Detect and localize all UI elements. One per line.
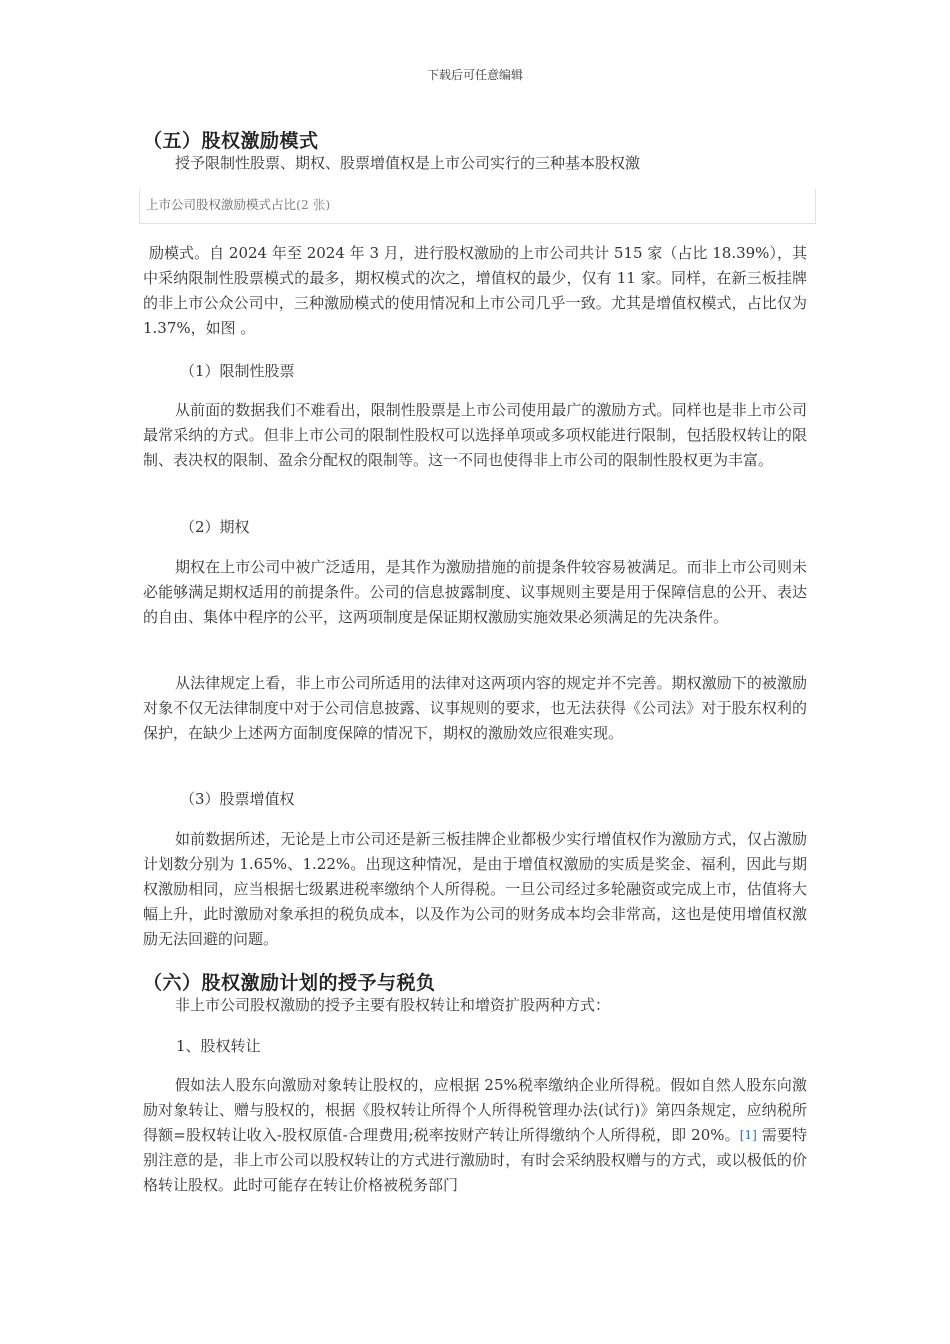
section-intro: 授予限制性股票、期权、股票增值权是上市公司实行的三种基本股权激 <box>175 154 641 172</box>
section-heading: （五）股权激励模式 <box>143 130 319 152</box>
footnote-link[interactable]: [1] <box>739 1128 757 1142</box>
figure-caption <box>146 195 330 213</box>
paragraph: 从法律规定上看，非上市公司所适用的法律对这两项内容的规定并不完善。期权激励下的被激励对象不仅无法律制度中对于公司信息披露、议事规则的要求，也无法获得《公司法》对于股东权利的保护，在缺少上述两方面制度保障的情况下，期权的激励效应很难实现。 <box>143 674 807 742</box>
subheading: （3）股票增值权 <box>180 790 295 808</box>
subheading: （2）期权 <box>180 518 250 536</box>
paragraph-text: 需要特别注意的是，非上市公司以股权转让的方式进行激励时，有时会采纳股权赠与的方式，或以极低的价格转让股权。此时可能存在转让价格被税务部门 <box>143 1126 807 1194</box>
paragraph: 如前数据所述，无论是上市公司还是新三板挂牌企业都极少实行增值权作为激励方式，仅占激励计划数分别为 1.65%、1.22%。出现这种情况，是由于增值权激励的实质是奖金、福利，因此与期权激励相同，应当根据七级累进税率缴纳个人所得税。一旦公司经过多轮融资或完成上市，估值将大幅上升，此时激励对象承担的税负成本，以及作为公司的财务成本均会非常高，这也是使用增值权激励无法回避的问题。 <box>143 830 807 948</box>
figure-caption-box[interactable] <box>139 189 816 224</box>
paragraph <box>143 1073 807 1198</box>
section-heading: （六）股权激励计划的授予与税负 <box>143 972 436 994</box>
figure-caption-title: 上市公司股权激励模式占比 <box>146 197 297 212</box>
paragraph: 从前面的数据我们不难看出，限制性股票是上市公司使用最广的激励方式。同样也是非上市公司最常采纳的方式。但非上市公司的限制性股权可以选择单项或多项权能进行限制，包括股权转让的限制、表决权的限制、盈余分配权的限制等。这一不同也使得非上市公司的限制性股权更为丰富。 <box>143 401 807 469</box>
figure-count: (2 张) <box>296 197 331 212</box>
subheading: （1）限制性股票 <box>180 362 295 380</box>
paragraph-text: 假如法人股东向激励对象转让股权的，应根据 25%税率缴纳企业所得税。假如自然人股东向激励对象转让、赠与股权的，根据《股权转让所得个人所得税管理办法(试行)》第四条规定，应纳税所得额=股权转让收入-股权原值-合理费用;税率按财产转让所得缴纳个人所得税，即 20%。 <box>143 1076 807 1144</box>
subheading: 1、股权转让 <box>176 1037 261 1055</box>
section-intro: 非上市公司股权激励的授予主要有股权转让和增资扩股两种方式： <box>175 996 611 1014</box>
paragraph: 期权在上市公司中被广泛适用，是其作为激励措施的前提条件较容易被满足。而非上市公司则未必能够满足期权适用的前提条件。公司的信息披露制度、议事规则主要是用于保障信息的公开、表达的自由、集体中程序的公平，这两项制度是保证期权激励实施效果必须满足的先决条件。 <box>143 558 807 626</box>
paragraph: 励模式。自 2024 年至 2024 年 3 月，进行股权激励的上市公司共计 515 家（占比 18.39%），其中采纳限制性股票模式的最多，期权模式的次之，增值权的最少，仅有 11 家。同样，在新三板挂牌的非上市公众公司中，三种激励模式的使用情况和上市公司几乎一致。尤其是增值权模式，占比仅为 1.37%，如图 。 <box>143 244 807 337</box>
page-header-note: 下载后可任意编辑 <box>426 68 523 82</box>
